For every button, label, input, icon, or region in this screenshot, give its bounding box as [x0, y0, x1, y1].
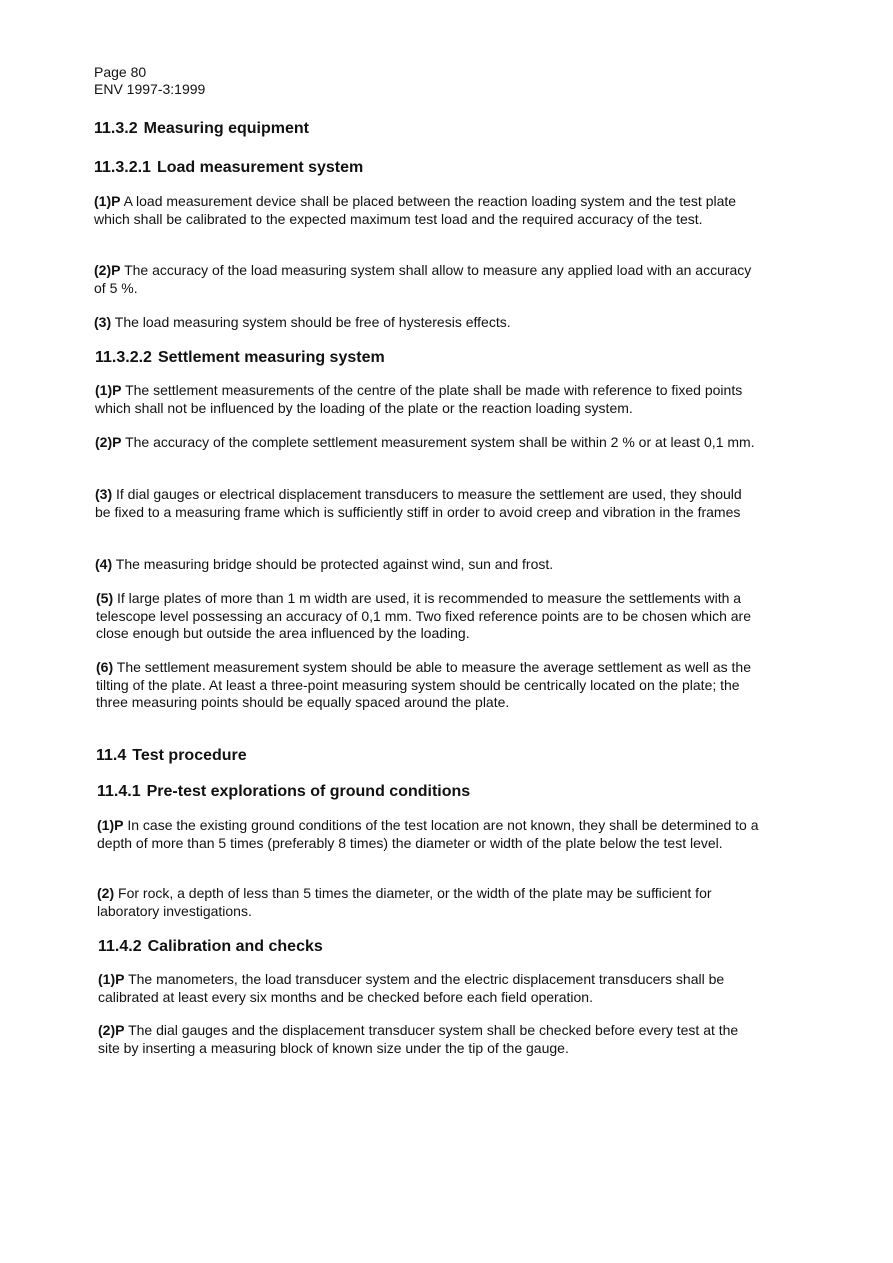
clause-marker: (1)P	[94, 193, 121, 209]
section-number: 11.3.2.2	[95, 349, 152, 366]
paragraph	[96, 659, 761, 712]
paragraph	[98, 971, 763, 1006]
paragraph	[95, 486, 760, 521]
clause-text: The measuring bridge should be protected against wind, sun and frost.	[115, 556, 554, 572]
paragraph	[95, 382, 760, 417]
clause-text: The dial gauges and the displacement transducer system shall be checked before every test at the site by inserting a measuring block of known size under the tip of the gauge.	[98, 1022, 739, 1056]
clause-marker: (6)	[96, 659, 114, 675]
paragraph	[94, 314, 759, 332]
clause-text: The load measuring system should be free of hysteresis effects.	[114, 314, 511, 330]
section-number: 11.3.2.1	[94, 159, 151, 176]
section-title: Calibration and checks	[147, 938, 323, 955]
paragraph	[94, 193, 759, 228]
section-number: 11.4.1	[97, 783, 141, 800]
section-title: Measuring equipment	[143, 120, 309, 137]
clause-text: A load measurement device shall be placed between the reaction loading system and the test plate which shall be calibrated to the expected maximum test load and the required accuracy of the test.	[94, 193, 737, 227]
clause-marker: (3)	[95, 486, 113, 502]
clause-text: The accuracy of the complete settlement measurement system shall be within 2 % or at least 0,1 mm.	[125, 434, 755, 450]
paragraph	[95, 556, 760, 574]
clause-text: The manometers, the load transducer system and the electric displacement transducers shall be calibrated at least every six months and be checked before each field operation.	[98, 971, 725, 1005]
standard-code: ENV 1997-3:1999	[94, 81, 206, 97]
paragraph	[98, 1022, 763, 1057]
section-title: Pre-test explorations of ground conditions	[146, 783, 471, 800]
clause-marker: (5)	[96, 590, 114, 606]
paragraph	[95, 434, 760, 452]
paragraph	[97, 817, 762, 852]
section-number: 11.4.2	[98, 938, 142, 955]
clause-text: If dial gauges or electrical displacement transducers to measure the settlement are used, they should be fixed to a measuring frame which is sufficiently stiff in order to avoid creep and vibration in the frames	[95, 486, 742, 520]
clause-marker: (2)P	[95, 434, 122, 450]
clause-marker: (2)	[97, 885, 115, 901]
section-title: Test procedure	[132, 747, 247, 764]
section-number: 11.4	[96, 747, 127, 764]
clause-marker: (1)P	[95, 382, 122, 398]
page-number: Page 80	[94, 64, 147, 80]
subsection-heading	[95, 348, 385, 368]
clause-marker: (3)	[94, 314, 112, 330]
clause-text: For rock, a depth of less than 5 times the diameter, or the width of the plate may be sufficient for laboratory investigations.	[97, 885, 712, 919]
section-heading	[94, 119, 309, 139]
subsection-heading	[98, 937, 323, 957]
clause-marker: (1)P	[97, 817, 124, 833]
subsection-heading	[97, 782, 470, 802]
section-heading	[96, 746, 247, 766]
paragraph	[96, 590, 761, 643]
page-header	[94, 64, 205, 98]
section-title: Load measurement system	[156, 159, 364, 176]
clause-marker: (1)P	[98, 971, 125, 987]
clause-text: If large plates of more than 1 m width are used, it is recommended to measure the settlements with a telescope level possessing an accuracy of 0,1 mm. Two fixed reference points are to be chosen which are close enough but outside the area influenced by the loading.	[96, 590, 751, 641]
clause-marker: (2)P	[94, 262, 121, 278]
section-number: 11.3.2	[94, 120, 138, 137]
paragraph	[94, 262, 759, 297]
section-title: Settlement measuring system	[157, 349, 385, 366]
clause-text: The settlement measurement system should be able to measure the average settlement as well as the tilting of the plate. At least a three-point measuring system should be centrically located on the plate; the three measuring points should be equally spaced around the plate.	[96, 659, 751, 710]
subsection-heading	[94, 158, 363, 178]
clause-text: In case the existing ground conditions of the test location are not known, they shall be determined to a depth of more than 5 times (preferably 8 times) the diameter or width of the plate below the test level.	[97, 817, 759, 851]
clause-text: The settlement measurements of the centre of the plate shall be made with reference to fixed points which shall not be influenced by the loading of the plate or the reaction loading system.	[95, 382, 743, 416]
clause-text: The accuracy of the load measuring system shall allow to measure any applied load with an accuracy of 5 %.	[94, 262, 752, 296]
clause-marker: (2)P	[98, 1022, 125, 1038]
paragraph	[97, 885, 762, 920]
clause-marker: (4)	[95, 556, 113, 572]
